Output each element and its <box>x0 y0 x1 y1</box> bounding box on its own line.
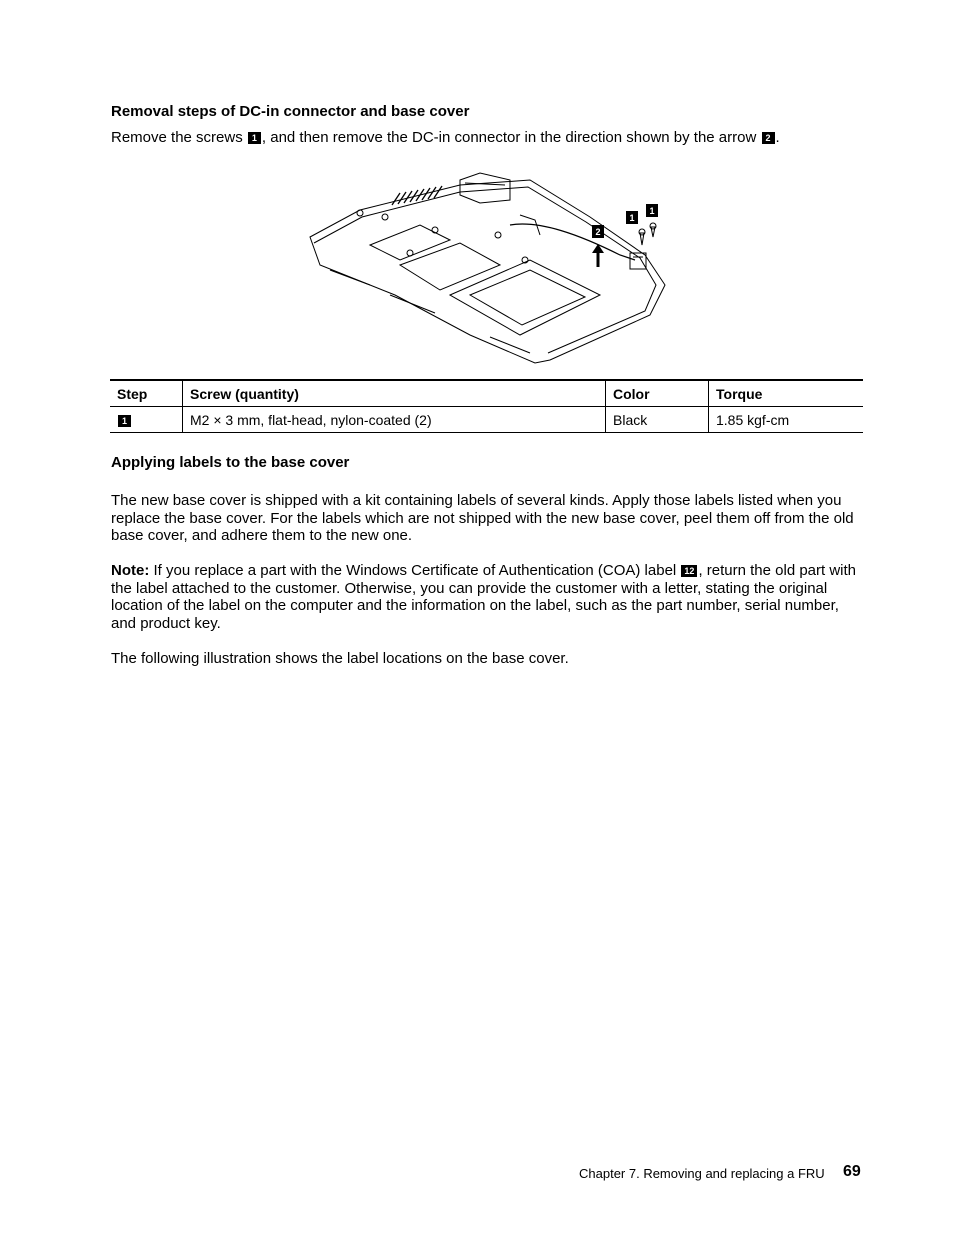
page-number: 69 <box>843 1163 861 1180</box>
note-text-part1: If you replace a part with the Windows Certificate of Authentication (COA) label <box>149 562 681 579</box>
illustration-intro-text: The following illustration shows the label locations on the base cover. <box>111 650 569 667</box>
section-heading-removal: Removal steps of DC-in connector and base cover <box>111 103 470 120</box>
labels-paragraph: The new base cover is shipped with a kit containing labels of several kinds. Apply those labels listed when you replace the base cover. For the labels which are not shipped with the new base cover, peel them off from the old base cover, and adhere them to the new one. <box>111 492 854 544</box>
section-heading-labels: Applying labels to the base cover <box>111 454 350 471</box>
figure-callout-2-label: 2 <box>595 227 601 237</box>
callout-badge-2: 2 <box>762 132 775 144</box>
header-torque: Torque <box>709 380 864 407</box>
base-cover-illustration <box>300 165 670 370</box>
intro-text-part3: . <box>775 129 780 146</box>
step-badge: 1 <box>118 415 131 427</box>
intro-text-part1: Remove the screws <box>111 129 243 146</box>
removal-intro-text <box>111 129 871 147</box>
callout-badge-1: 1 <box>248 132 261 144</box>
screw-spec-table <box>110 379 863 433</box>
row-step-cell <box>110 407 183 433</box>
row-color-cell: Black <box>606 407 709 433</box>
figure-callout-2 <box>592 225 604 238</box>
figure-callout-1a <box>626 211 638 224</box>
row-torque-cell: 1.85 kgf-cm <box>709 407 864 433</box>
header-screw: Screw (quantity) <box>183 380 606 407</box>
intro-text-part2: , and then remove the DC-in connector in the direction shown by the arrow <box>261 129 757 146</box>
note-label: Note: <box>111 562 150 579</box>
row-screw-cell: M2 × 3 mm, flat-head, nylon-coated (2) <box>183 407 606 433</box>
note-text-part2: , return the old part with the label attached to the customer. Otherwise, you can provide the customer with a letter, stating the original location of the label on the computer and the information on the label, such as the part number, serial number, and product key. <box>111 562 857 632</box>
figure-callout-1a-label: 1 <box>629 213 635 223</box>
table-header-row <box>110 380 863 407</box>
coa-label-badge: 12 <box>681 565 697 577</box>
header-color: Color <box>606 380 709 407</box>
figure-callout-1b <box>646 204 658 217</box>
figure-callout-1b-label: 1 <box>649 206 655 216</box>
footer-chapter: Chapter 7. Removing and replacing a FRU <box>579 1166 825 1181</box>
note-paragraph <box>111 562 863 632</box>
table-row <box>110 407 863 433</box>
removal-arrow-icon <box>592 244 604 267</box>
header-step: Step <box>110 380 183 407</box>
